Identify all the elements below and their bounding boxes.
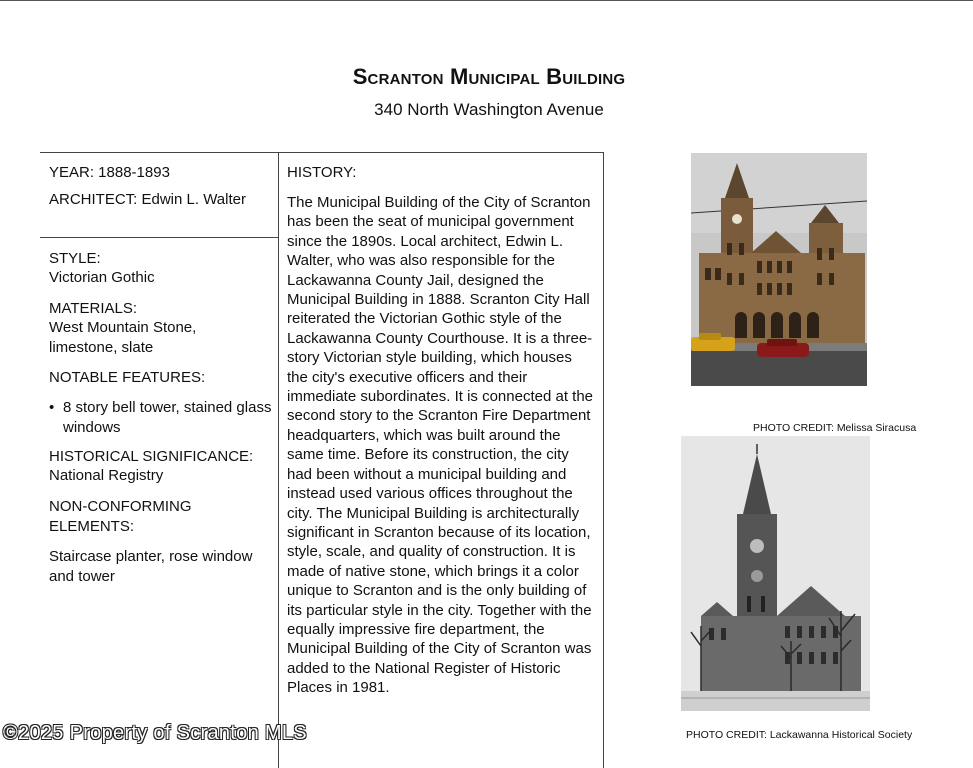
architect-field: ARCHITECT: Edwin L. Walter	[49, 191, 246, 208]
nonconforming-value: Staircase planter, rose window and tower	[49, 548, 253, 585]
materials-label: MATERIALS:	[49, 300, 138, 317]
history-label: HISTORY:	[287, 164, 357, 181]
city-hall-historic-illustration	[681, 436, 870, 711]
features-item-text: 8 story bell tower, stained glass windows	[63, 399, 272, 436]
page-address: 340 North Washington Avenue	[374, 100, 604, 119]
color-photo-credit: PHOTO CREDIT: Melissa Siracusa	[753, 422, 917, 434]
style-label: STYLE:	[49, 250, 101, 267]
historic-photo-credit: PHOTO CREDIT: Lackawanna Historical Society	[686, 729, 913, 741]
mls-watermark: ©2025 Property of Scranton MLS	[3, 722, 307, 744]
table-top-rule	[40, 152, 604, 153]
year-field: YEAR: 1888-1893	[49, 164, 170, 181]
city-hall-color-illustration	[691, 153, 867, 386]
page-title: Scranton Municipal Building	[352, 64, 626, 89]
bullet-icon: •	[49, 399, 55, 416]
top-border	[0, 0, 973, 1]
left-col-divider	[40, 237, 278, 238]
style-value: Victorian Gothic	[49, 269, 155, 286]
significance-value: National Registry	[49, 467, 164, 484]
features-list-item	[49, 398, 275, 437]
significance-label: HISTORICAL SIGNIFICANCE:	[49, 448, 254, 465]
nonconforming-label: NON-CONFORMING ELEMENTS:	[49, 498, 192, 535]
right-border	[603, 152, 604, 768]
features-label: NOTABLE FEATURES:	[49, 369, 206, 386]
materials-value: West Mountain Stone, limestone, slate	[49, 319, 197, 356]
color-building-photo	[691, 153, 867, 386]
historic-building-photo	[681, 436, 870, 711]
history-text: The Municipal Building of the City of Scranton has been the seat of municipal government since the 1890s. Local architect, Edwin L. Walter, who was also responsible for the Lackawanna County Jail, designed the Municipal Building in 1888. Scranton City Hall reiterated the Victorian Gothic style of the Lackawanna County Courthouse. It is a three-story Victorian style building, which houses the city's executive officers and their immediate subordinates. It is connected at the second story to the Scranton Fire Department headquarters, which was built around the same time. Before its construction, the city had been without a municipal building and instead used various offices throughout the city. The Municipal Building is architecturally significant in Scranton because of its location, style, scale, and quality of construction. It is made of native stone, which brings it a color unique to Scranton and is the only building of its particular style in the city. Together with the equally impressive fire department, the Municipal Building of the City of Scranton was added to the National Register of Historic Places in 1981.	[287, 194, 594, 697]
